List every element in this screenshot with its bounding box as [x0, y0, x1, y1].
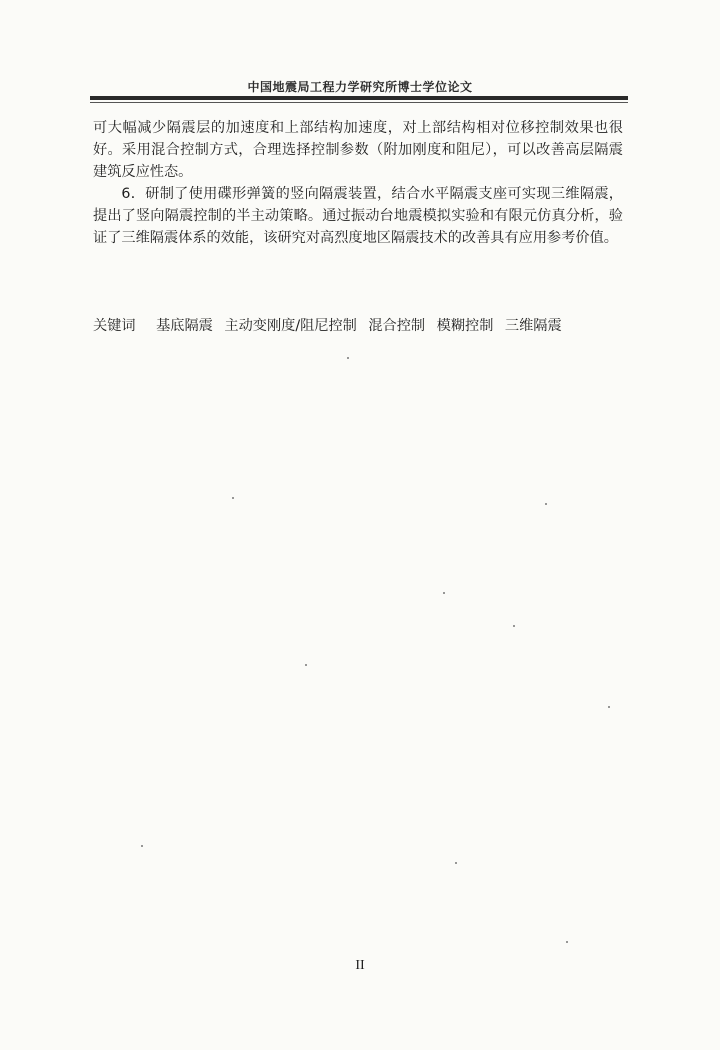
keywords-label: 关键词	[93, 318, 136, 334]
scan-speck	[443, 592, 445, 594]
header-rule-thick	[90, 96, 628, 100]
scan-speck	[513, 625, 515, 627]
paragraph-2: 6．研制了使用碟形弹簧的竖向隔震装置，结合水平隔震支座可实现三维隔震，提出了竖向隔震控制的半主动策略。通过振动台地震模拟实验和有限元仿真分析，验证了三维隔震体系的效能，该研究对高烈度地区隔震技术的改善具有应用参考价值。	[93, 186, 623, 246]
scan-speck	[566, 941, 568, 943]
keyword-item: 混合控制	[368, 318, 426, 334]
scan-speck	[347, 357, 349, 359]
running-header: 中国地震局工程力学研究所博士学位论文	[247, 80, 473, 94]
scan-speck	[455, 862, 457, 864]
scan-speck	[141, 845, 143, 847]
body-text	[93, 117, 623, 249]
keyword-item: 基底隔震	[156, 318, 213, 334]
keywords-line	[93, 315, 633, 337]
page-number: II	[355, 958, 365, 973]
scan-speck	[232, 497, 234, 499]
scan-speck	[608, 706, 610, 708]
paragraph-1: 可大幅减少隔震层的加速度和上部结构加速度，对上部结构相对位移控制效果也很好。采用混合控制方式，合理选择控制参数（附加刚度和阻尼），可以改善高层隔震建筑反应性态。	[93, 120, 623, 180]
header-rule-thin	[90, 102, 628, 103]
scan-speck	[305, 664, 307, 666]
scan-speck	[545, 503, 547, 505]
keyword-item: 主动变刚度/阻尼控制	[224, 318, 357, 334]
keyword-item: 三维隔震	[504, 318, 562, 334]
keyword-item: 模糊控制	[436, 318, 494, 334]
